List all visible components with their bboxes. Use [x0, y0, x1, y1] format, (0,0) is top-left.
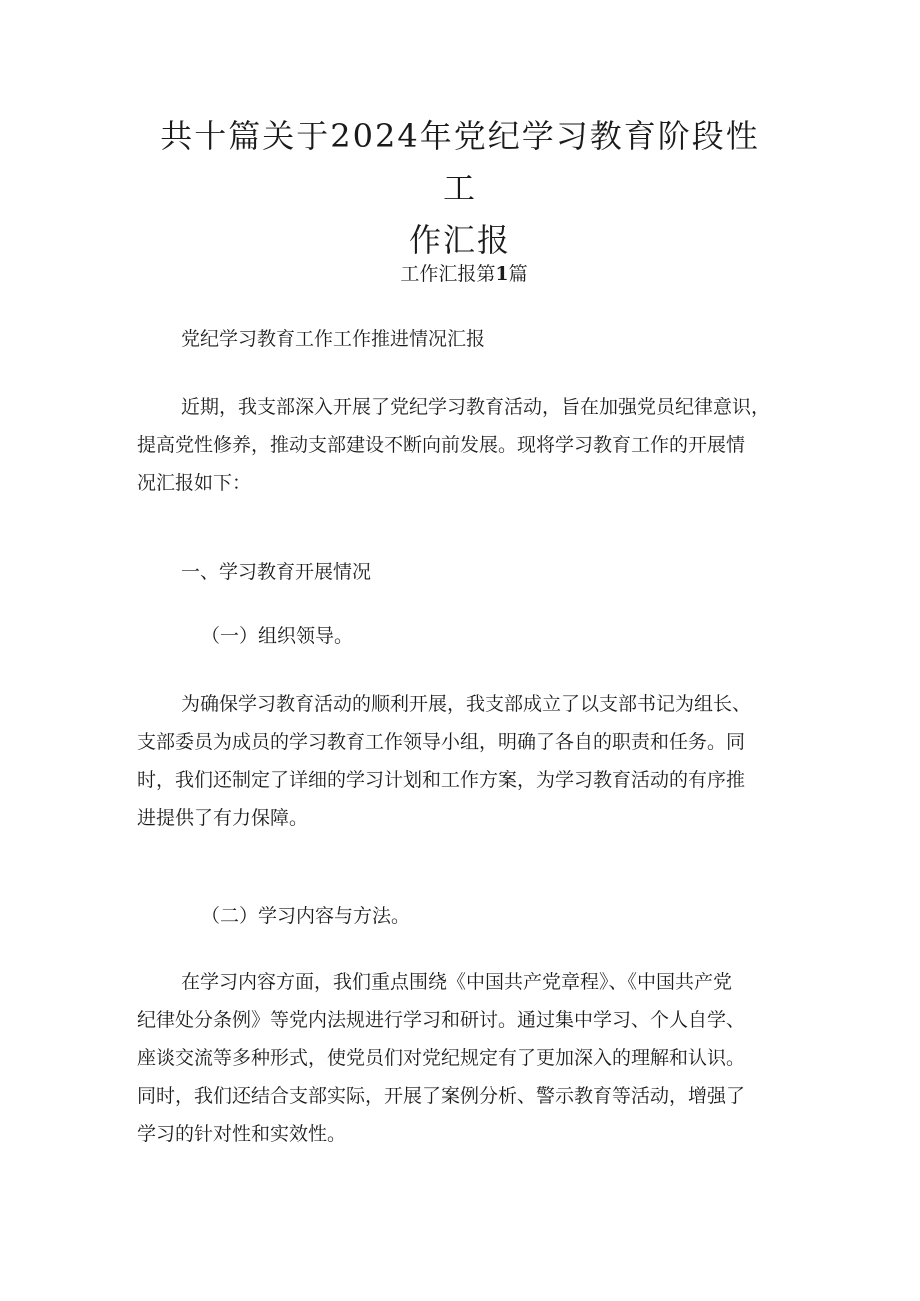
paragraph-line: 进提供了有力保障。 — [137, 807, 309, 829]
paragraph-line: 同时，我们还结合支部实际，开展了案例分析、警示教育等活动，增强了 — [137, 1085, 746, 1107]
subheading-2: （二）学习内容与方法。 — [201, 905, 411, 927]
title-line: 共十篇关于2024年党纪学习教育阶段性工 — [160, 117, 760, 207]
report-title: 党纪学习教育工作工作推进情况汇报 — [181, 328, 486, 350]
paragraph-line: 近期，我支部深入开展了党纪学习教育活动，旨在加强党员纪律意识， — [181, 396, 771, 418]
heading-1: 一、学习教育开展情况 — [181, 561, 372, 583]
paragraph-line: 在学习内容方面，我们重点围绕《中国共产党章程》、《中国共产党 — [181, 971, 733, 993]
paragraph-line: 学习的针对性和实效性。 — [137, 1123, 347, 1145]
paragraph-line: 况汇报如下： — [137, 472, 252, 494]
paragraph-line: 时，我们还制定了详细的学习计划和工作方案，为学习教育活动的有序推 — [137, 769, 746, 791]
paragraph-2 — [137, 963, 791, 1153]
document-title — [150, 110, 770, 266]
paragraph-line: 为确保学习教育活动的顺利开展，我支部成立了以支部书记为组长、 — [181, 693, 752, 715]
section-heading-prefix: 工作汇报第 — [400, 263, 496, 285]
paragraph-1 — [137, 685, 791, 837]
paragraph-line: 支部委员为成员的学习教育工作领导小组，明确了各自的职责和任务。同 — [137, 731, 746, 753]
intro-paragraph — [137, 388, 791, 502]
section-heading-suffix: 篇 — [508, 263, 528, 285]
section-heading — [137, 255, 791, 293]
paragraph-line: 座谈交流等多种形式，使党员们对党纪规定有了更加深入的理解和认识。 — [137, 1047, 746, 1069]
title-line: 作汇报 — [408, 221, 511, 259]
paragraph-line: 提高党性修养，推动支部建设不断向前发展。现将学习教育工作的开展情 — [137, 434, 746, 456]
paragraph-line: 纪律处分条例》等党内法规进行学习和研讨。通过集中学习、个人自学、 — [137, 1009, 746, 1031]
section-heading-number: 1 — [495, 263, 509, 285]
subheading-1: （一）组织领导。 — [201, 625, 354, 647]
